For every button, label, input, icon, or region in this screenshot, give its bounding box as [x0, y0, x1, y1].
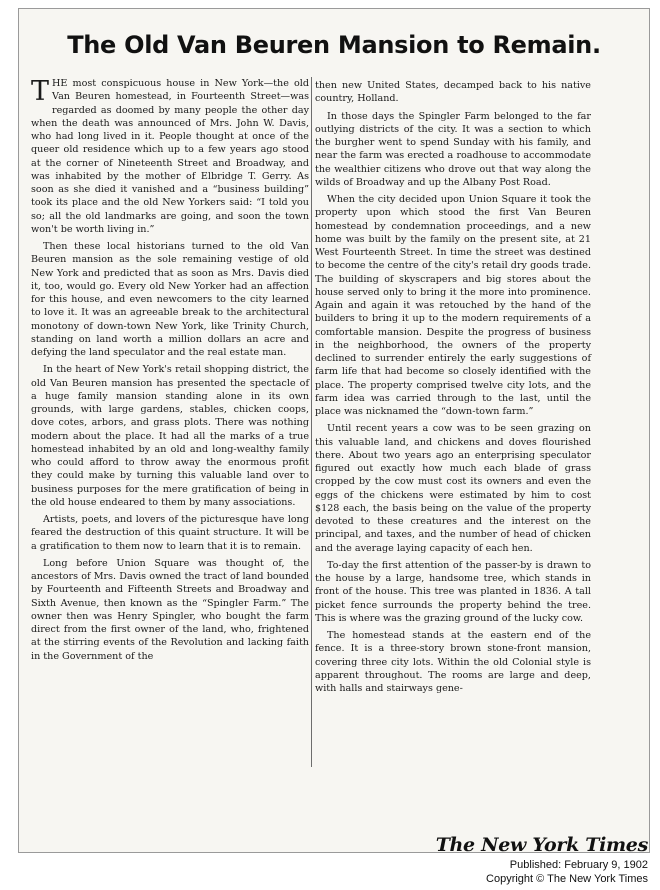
paragraph	[31, 77, 309, 236]
paragraph: Then these local historians turned to the old Van Beuren mansion as the sole remaining vestige of old New York and predicted that as soon as Mrs. Davis died it, too, would go. Every old New Yorker had an affection for this house, and even newcomers to the city learned to love it. It was an agreeable break to the architectural monotony of down-town New York, like Trinity Church, standing on land worth a million dollars an acre and defying the land speculator and the real estate man.	[31, 241, 309, 358]
paragraph: then new United States, decamped back to his native country, Holland.	[315, 80, 591, 105]
drop-cap: T	[31, 76, 50, 107]
paragraph: To-day the first attention of the passer-by is drawn to the house by a large, handsome tree, which stands in front of the house. This tree was planted in 1836. A tall picket fence surrounds the property behind the tree. This is where was the grazing ground of the lucky cow.	[315, 559, 591, 624]
paragraph: Until recent years a cow was to be seen grazing on this valuable land, and chickens and doves flourished there. About two years ago an enterprising speculator figured out exactly how much each blade of grass cropped by the cow must cost its owners and even the eggs of the chickens were estimated by him to cost $128 each, the basis being on the value of the property devoted to these creatures and the interest on the principal, and taxes, and the number of head of chicken and the average laying capacity of each hen.	[315, 423, 591, 554]
paragraph: Long before Union Square was thought of, the ancestors of Mrs. Davis owned the tract of land bounded by Fourteenth and Fifteenth Streets and Broadway and Sixth Avenue, then known as the “Spingler Farm.” The owner then was Henry Spingler, who bought the farm direct from the first owner of the land, who, frightened at the stirring events of the Revolution and lacking faith in the Government of the	[31, 557, 309, 662]
published-date: Published: February 9, 1902	[509, 859, 648, 871]
nyt-logo: The New York Times	[435, 834, 648, 856]
article-column-1	[31, 77, 309, 667]
copyright-line: Copyright © The New York Times	[486, 873, 648, 885]
paragraph: In the heart of New York's retail shopping district, the old Van Beuren mansion has presented the spectacle of a huge family mansion standing alone in its own grounds, with large gardens, stables, chicken coops, dove cotes, arbors, and grass plots. There was nothing modern about the place. It had all the marks of a true homestead inhabited by an old and long-wealthy family who could afford to throw away the enormous profit they could make by turning this valuable land over to business purposes for the mere gratification of being in the old house endeared to them by many associations.	[31, 364, 309, 508]
headline: The Old Van Beuren Mansion to Remain.	[67, 31, 601, 59]
paragraph: In those days the Spingler Farm belonged to the far outlying districts of the city. It was a section to which the burgher went to spend Sunday with his family, and near the farm was erected a roadhouse to accommodate the wealthier citizens who drove out that way along the wilds of Broadway and up the Albany Post Road.	[315, 110, 591, 188]
column-rule	[311, 77, 312, 767]
paragraph: When the city decided upon Union Square it took the property upon which stood the first Van Beuren homestead by condemnation proceedings, and a new home was built by the family on the present site, at 21 West Fourteenth Street. In time the street was destined to become the centre of the city's retail dry goods trade. The building of skyscrapers and big stores about the house served only to bring it the more into prominence. Again and again it was retouched by the hand of the builders to bring it up to the modern requirements of a comfortable mansion. Despite the progress of business in the neighborhood, the owners of the property declined to surrender entirely the early suggestions of farm life that had become so closely identified with the place. The property comprised twelve city lots, and the farm idea was carried through to the last, until the place was nicknamed the “down-town farm.”	[315, 194, 591, 417]
attribution-footer	[436, 834, 648, 886]
paragraph: The homestead stands at the eastern end of the fence. It is a three-story brown stone-front mansion, covering three city lots. Within the old Colonial style is apparent throughout. The rooms are large and deep, with halls and stairways gene-	[315, 630, 591, 694]
paragraph: Artists, poets, and lovers of the picturesque have long feared the destruction of this quaint structure. It will be a gratification to them now to learn that it is to remain.	[31, 514, 309, 552]
newspaper-clipping	[18, 8, 650, 853]
paragraph-text: HE most conspicuous house in New York—the old Van Beuren homestead, in Fourteenth Street—was regarded as doomed by many people the other day when the death was announced of Mrs. John W. Davis, who had long lived in it. People thought at once of the queer old residence which up to a few years ago stood at the corner of Nineteenth Street and Broadway, and was inhabited by the mother of Elbridge T. Gerry. As soon as she died it vanished and a “business building” took its place and the old New Yorkers said: “I told you so; all the old landmarks are going, and soon the town won't be worth living in.”	[31, 78, 309, 235]
article-column-2	[315, 79, 591, 699]
